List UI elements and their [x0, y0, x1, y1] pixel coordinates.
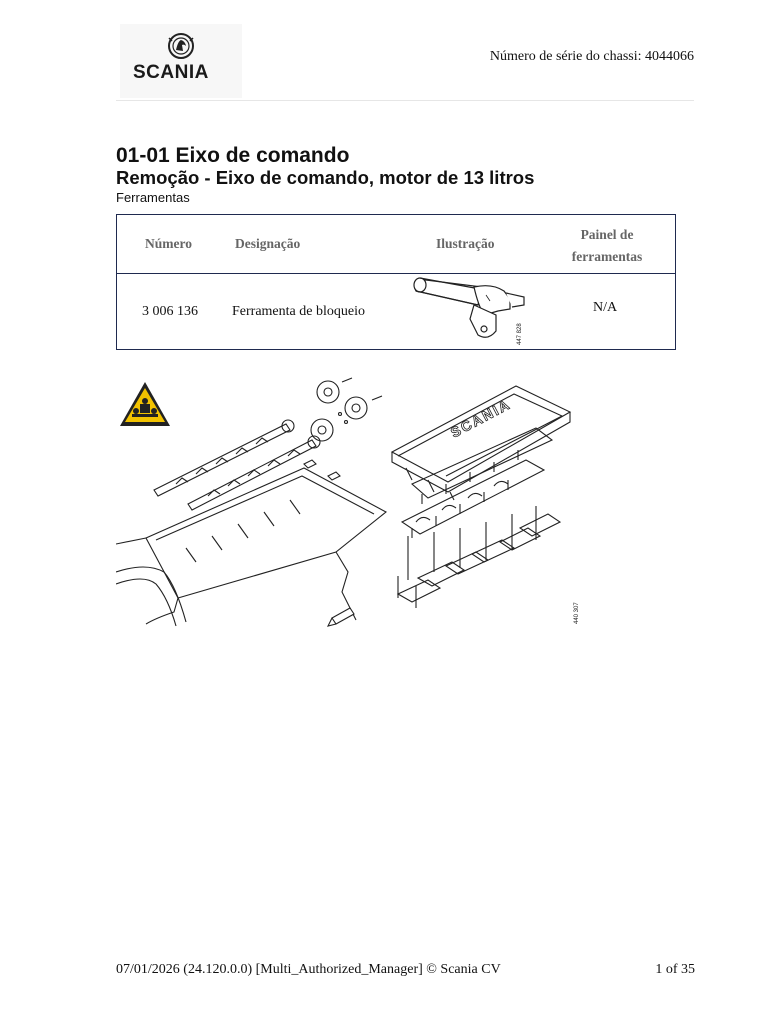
column-header-tool-panel — [545, 224, 669, 268]
griffin-emblem-icon — [166, 32, 196, 60]
table-divider — [117, 273, 675, 274]
tool-designation: Ferramenta de bloqueio — [232, 304, 365, 319]
tool-panel-value: N/A — [593, 300, 618, 315]
tools-table — [116, 214, 676, 350]
column-header-designation: Designação — [235, 236, 301, 251]
svg-text:SCANIA: SCANIA — [447, 395, 514, 441]
logo-wordmark: SCANIA — [133, 62, 209, 83]
illustration-code: 447 828 — [517, 323, 523, 345]
column-header-illustration: Ilustração — [436, 236, 495, 251]
page-title: 01-01 Eixo de comando — [116, 144, 350, 167]
scania-logo — [120, 24, 242, 98]
page-header — [116, 24, 694, 101]
locking-tool-illustration — [412, 275, 534, 351]
column-header-number: Número — [145, 236, 192, 251]
figure-code: 440 307 — [574, 602, 580, 624]
camshaft-exploded-diagram — [116, 372, 586, 630]
page-number: 1 of 35 — [655, 962, 695, 977]
chassis-serial-number: Número de série do chassi: 4044066 — [489, 49, 694, 64]
page-subtitle: Remoção - Eixo de comando, motor de 13 litros — [116, 167, 535, 188]
column-header-tool-panel-line1: Painel de — [580, 227, 634, 242]
page-footer — [116, 962, 695, 978]
section-heading: Ferramentas — [116, 190, 190, 205]
footer-info: 07/01/2026 (24.120.0.0) [Multi_Authorized_Manager] © Scania CV — [116, 962, 501, 977]
tool-number: 3 006 136 — [142, 304, 198, 319]
column-header-tool-panel-line2: ferramentas — [571, 249, 643, 264]
